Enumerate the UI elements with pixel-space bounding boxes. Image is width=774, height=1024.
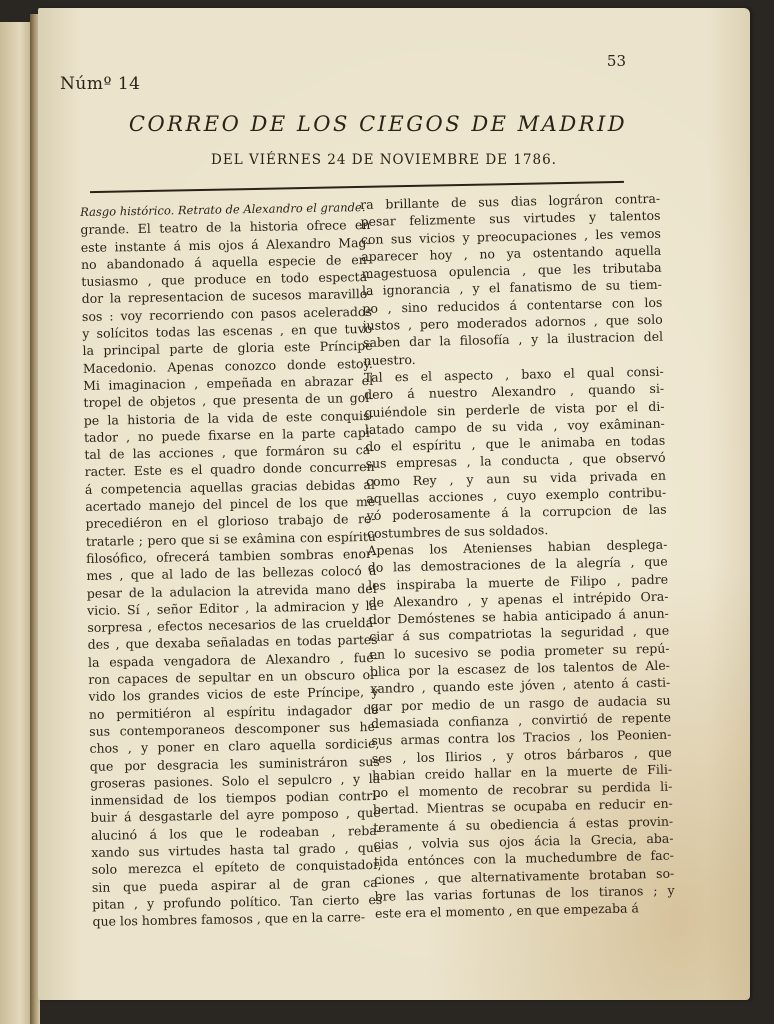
text-line: este instante á mis ojos á Alexandro Mag- (80, 234, 371, 255)
text-line: con sus vicios y preocupaciones , les vemos (360, 225, 661, 247)
text-line: no abandonado á aquella especie de en- (80, 251, 372, 272)
text-line: alucinó á los que le rodeaban , reba- (90, 822, 382, 843)
text-line: racter. Este es el quadro donde concurren (84, 459, 375, 480)
text-line: como Rey , y aun su vida privada en (365, 467, 667, 489)
text-line: la principal parte de gloria este Príncipe (82, 338, 373, 359)
text-line: precediéron en el glorioso trabajo de re- (85, 511, 376, 532)
text-line: yó poderosamente á la corrupcion de las (366, 501, 667, 524)
text-line: tida entónces con la muchedumbre de fac- (373, 847, 675, 870)
text-line: y solícitos todas las escenas , en que tuvo (82, 320, 373, 342)
text-line: po el momento de recobrar su perdida li- (372, 778, 673, 800)
text-line: des , que dexaba señaladas en todas partes (87, 632, 378, 653)
text-line: Tal es el aspecto , baxo el qual consi- (363, 363, 664, 385)
facing-page-edge (0, 22, 34, 1024)
newspaper-page (38, 8, 750, 1000)
text-line: que los hombres famosos , que en la carre- (92, 909, 366, 930)
text-line: pesar de la adulacion la atrevida mano del (86, 580, 377, 601)
text-line: xandro , quando este jóven , atento á casti- (370, 674, 671, 697)
text-line: Mi imaginacion , empeñada en abrazar el (83, 372, 374, 393)
text-line: solo merezca el epíteto de conquistador, (91, 857, 382, 878)
text-line: les inspiraba la muerte de Filipo , padre (367, 571, 669, 593)
text-line: ses , los Ilirios , y otros bárbaros , que (371, 744, 672, 766)
text-line: bertad. Mientras se ocupaba en reducir en- (372, 795, 673, 818)
text-line: groseras pasiones. Solo el sepulcro , y la (89, 770, 381, 791)
text-line: tal de las acciones , que formáron su ca- (84, 442, 375, 463)
column-left (80, 199, 383, 930)
text-line: justos , pero moderados adornos , que solo (362, 311, 663, 334)
column-right (360, 190, 675, 923)
text-line: no permitiéron al espíritu indagador de (88, 701, 379, 722)
text-line: tratarle ; pero que si se exâmina con espíritu (85, 528, 376, 549)
text-line: en lo sucesivo se podia prometer su repú- (369, 640, 670, 662)
text-line: sus empresas , la conducta , que observó (365, 450, 666, 472)
text-line: po , sino reducidos á contentarse con los (362, 294, 663, 316)
text-line: la espada vengadora de Alexandro , fué- (87, 649, 379, 670)
text-line: saben dar la filosofía , y la ilustracion del (362, 329, 664, 351)
text-line: aquellas acciones , cuyo exemplo contribu- (366, 484, 667, 506)
text-line: buir á desgastarle del ayre pomposo , que (90, 805, 381, 826)
text-line: tropel de objetos , que presenta de un gol- (83, 390, 374, 411)
text-line: cias , volvia sus ojos ácia la Grecia, aba- (373, 830, 674, 852)
text-line: filosófico, ofrecerá tambien sombras enor- (86, 545, 377, 566)
text-line: blica por la escasez de los talentos de Ale- (369, 657, 671, 679)
text-line: inmensidad de los tiempos podian contri- (90, 787, 381, 809)
text-line: magestuosa opulencia , que les tributaba (361, 259, 662, 282)
text-line: dor la representacion de sucesos maravillo- (81, 286, 372, 307)
text-line: sos : voy recorriendo con pasos acelerados (81, 303, 373, 324)
text-line: gar por medio de un rasgo de audacia su (370, 692, 671, 714)
text-line: acertado manejo del pincel de los que me (85, 493, 376, 514)
text-line: dero á nuestro Alexandro , quando si- (364, 380, 665, 403)
issue-number: Númº 14 (60, 74, 141, 94)
column-left-body (80, 216, 382, 930)
text-line: costumbres de sus soldados. (366, 521, 549, 541)
text-line: latado campo de su vida , voy exâminan- (364, 415, 665, 437)
dateline: DEL VIÉRNES 24 DE NOVIEMBRE DE 1786. (211, 152, 557, 168)
text-line: Apenas los Atenienses habian desplega- (367, 536, 668, 558)
column-right-body (360, 190, 675, 923)
text-line: tusiasmo , que produce en todo especta- (81, 269, 372, 290)
text-line: ciar á sus compatriotas la seguridad , que (369, 623, 670, 645)
text-line: demasiada confianza , convirtió de repente (370, 709, 672, 731)
text-line: bre las varias fortunas de los tiranos ; y (374, 882, 675, 904)
text-line: sus contemporaneos descomponer sus he- (89, 718, 380, 739)
text-line: xando sus virtudes hasta tal grado , que (91, 839, 382, 860)
text-line: vicio. Sí , señor Editor , la admiracion y la (86, 597, 378, 618)
text-line: dor Demóstenes se habia anticipado á anun- (368, 605, 669, 628)
text-line: pesar felizmente sus virtudes y talentos (360, 208, 661, 230)
text-line: ron capaces de sepultar en un obscuro ol- (88, 666, 379, 687)
text-line: guiéndole sin perderle de vista por el di- (364, 398, 665, 420)
masthead-title: CORREO DE LOS CIEGOS DE MADRID (128, 112, 628, 136)
article-heading: Rasgo histórico. Retrato de Alexandro el grande. (80, 200, 366, 219)
text-line: ra brillante de sus dias lográron contra- (360, 190, 661, 212)
text-line: teramente á su obediencia á estas provin- (373, 813, 674, 835)
text-line: de Alexandro , y apenas el intrépido Ora- (368, 588, 669, 610)
text-line: este era el momento , en que empezaba á (374, 900, 640, 922)
text-line: do el espíritu , que le animaba en todas (365, 432, 666, 455)
text-line: vido los grandes vicios de este Príncipe, y (88, 684, 379, 705)
text-line: chos , y poner en claro aquella sordicie, (89, 736, 380, 757)
text-line: Macedonio. Apenas conozco donde estoy. (82, 355, 373, 376)
text-line: la ignorancia , y el fanatismo de su tiem- (361, 277, 663, 299)
text-line: grande. El teatro de la historia ofrece en (80, 217, 371, 238)
text-line: tador , no puede fixarse en la parte capi- (83, 424, 375, 445)
text-line: pitan , y profundo político. Tan cierto es (92, 891, 383, 912)
text-line: mes , que al lado de las bellezas colocó á (86, 563, 377, 584)
text-line: nuestro. (363, 351, 416, 368)
text-line: habian creido hallar en la muerte de Fili- (371, 761, 673, 783)
text-line: sus armas contra los Tracios , los Peonien- (371, 726, 672, 749)
text-line: ciones , que alternativamente brotaban so- (374, 865, 675, 887)
text-line: pe la historia de la vida de este conquis- (83, 407, 374, 428)
text-line: sin que pueda aspirar al de gran ca- (91, 874, 383, 895)
text-line: que por desgracia les suministráron sus (89, 753, 380, 774)
text-line: do las demostraciones de la alegría , que (367, 553, 668, 576)
text-line: sorpresa , efectos necesarios de las crueldá- (87, 615, 378, 636)
page-number: 53 (606, 52, 626, 70)
text-line: á competencia aquellas gracias debidas al (84, 476, 376, 497)
text-line: aparecer hoy , no ya ostentando aquella (361, 242, 662, 264)
